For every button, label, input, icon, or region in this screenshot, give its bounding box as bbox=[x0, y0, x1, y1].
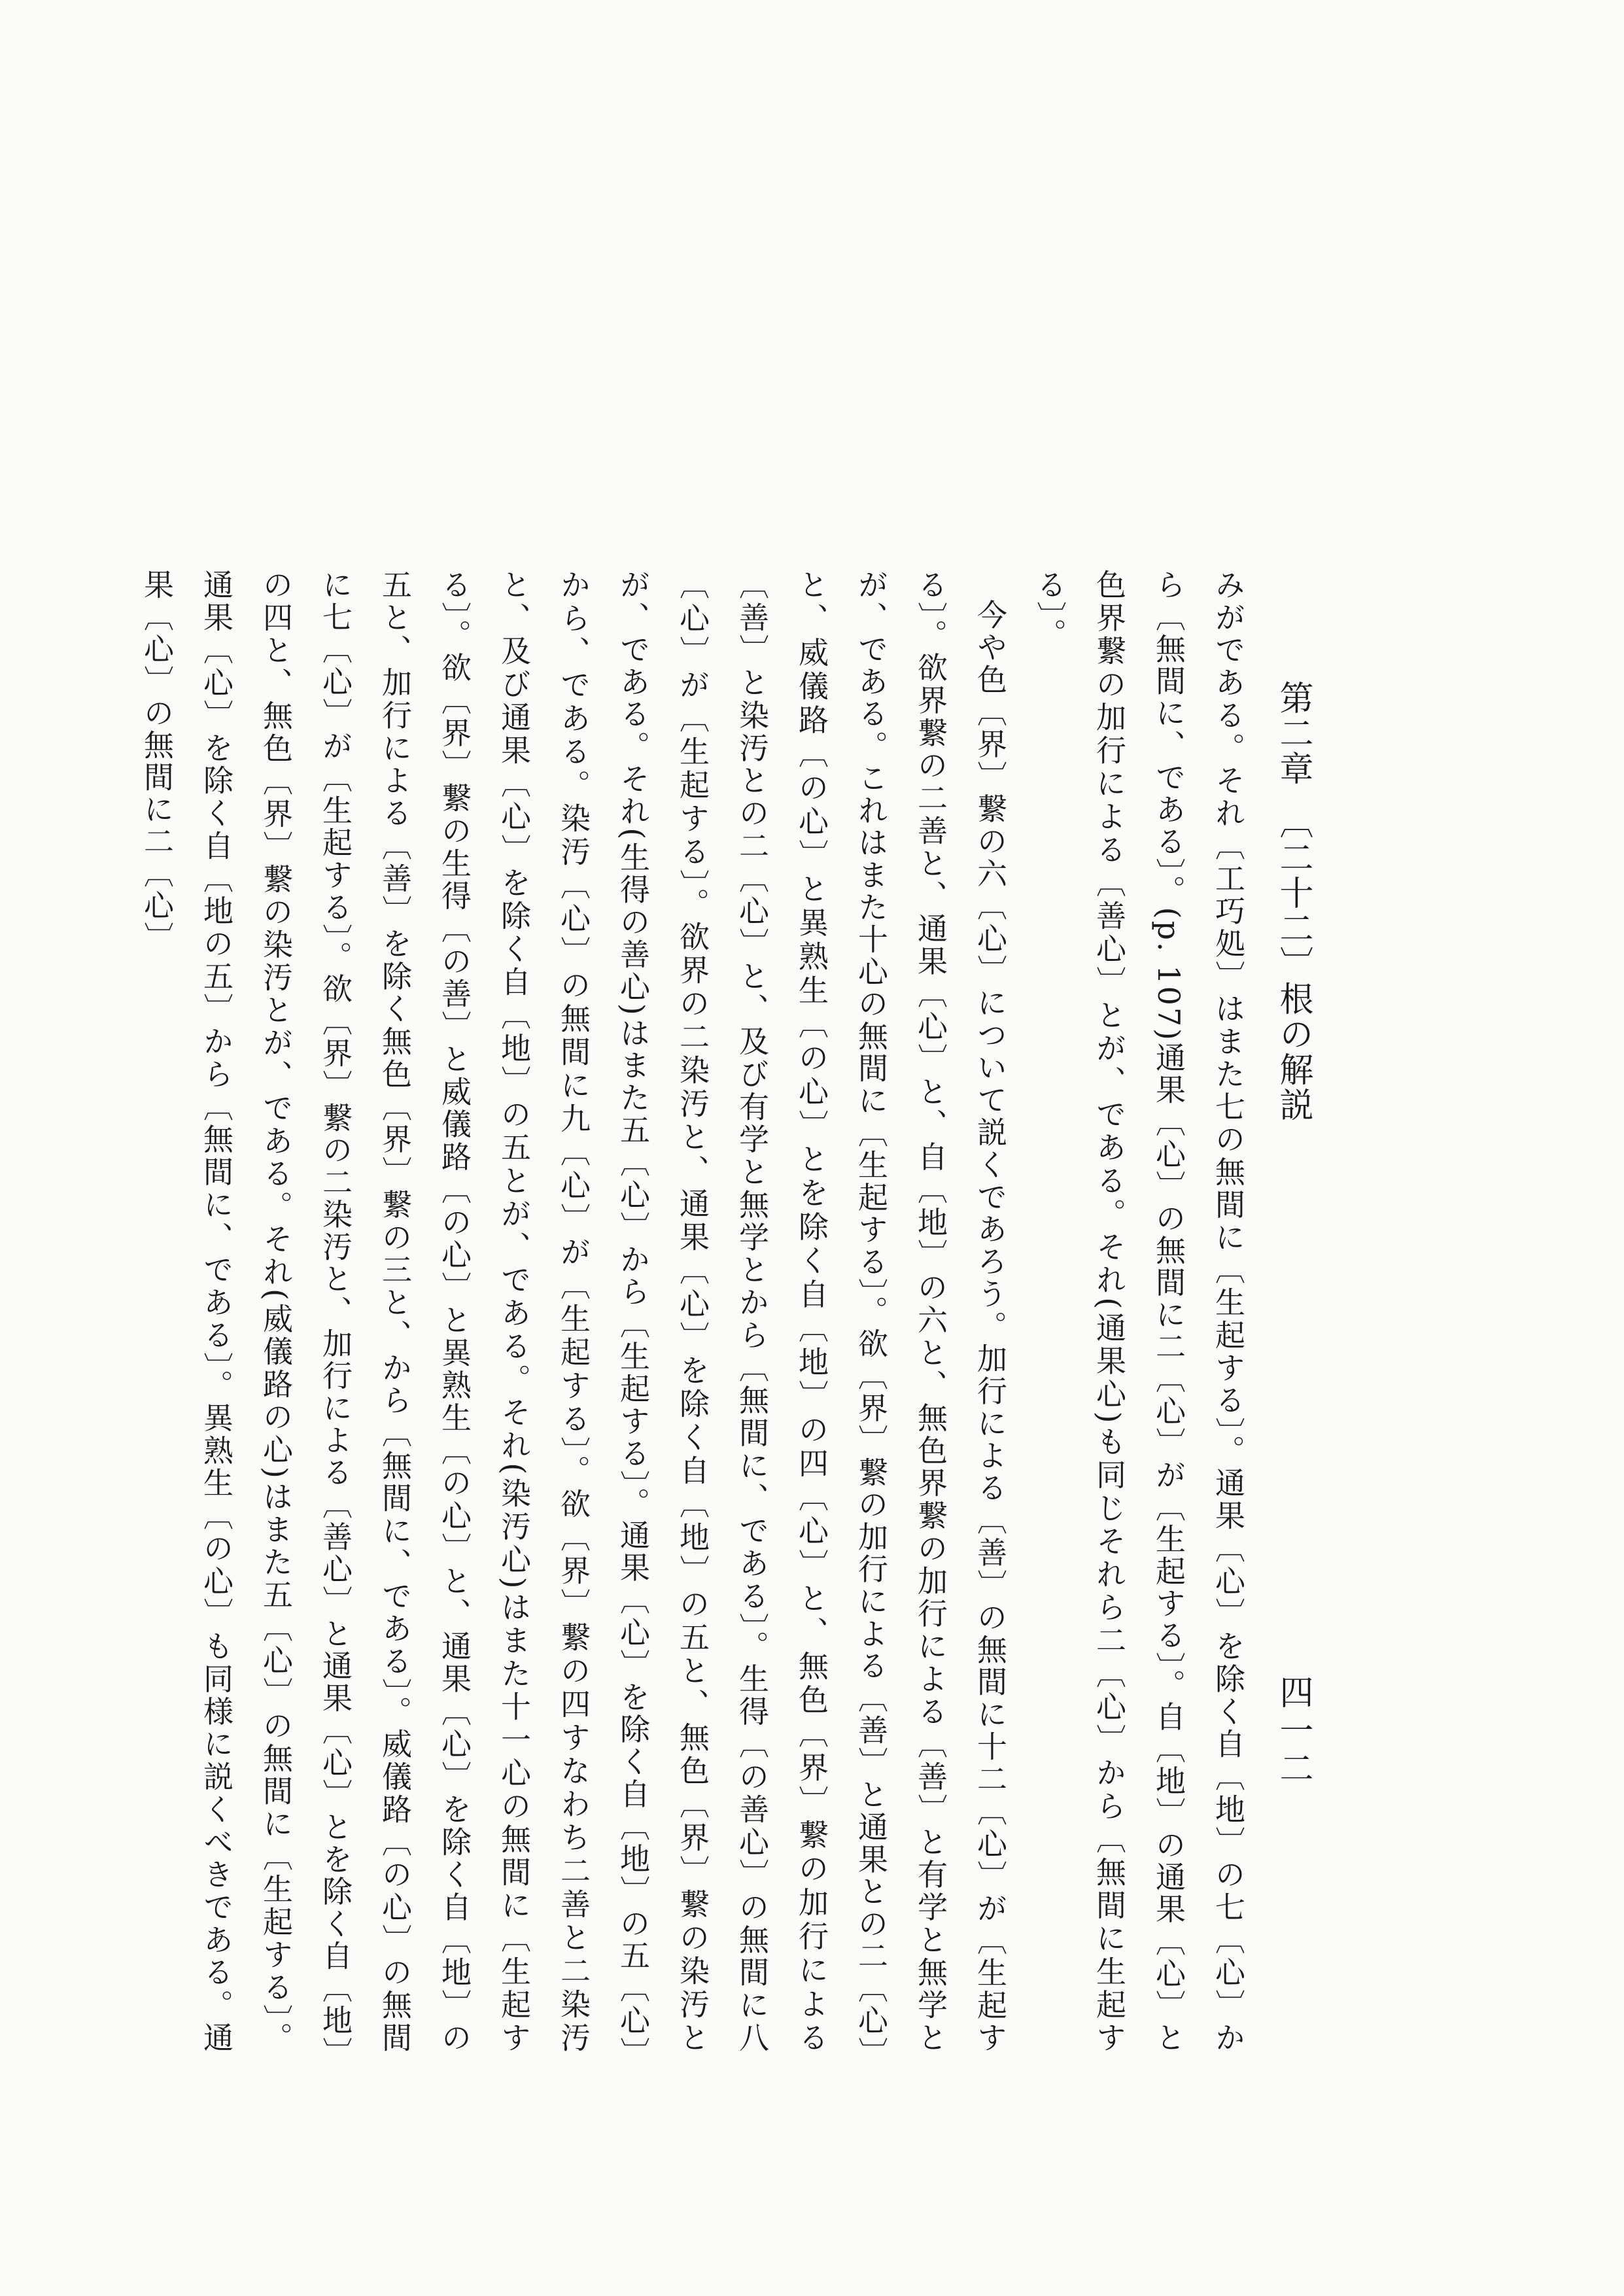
paragraph-2: 今や色〔界〕繋の六〔心〕について説くであろう。加行による〔善〕の無間に十二〔心〕が〔生起する〕。欲界繋の二善と、通果〔心〕と、自〔地〕の六と、無色界繋の加行による〔善〕と有学と無学とが、である。これはまた十心の無間に〔生起する〕。欲〔界〕繋の加行による〔善〕と通果との二〔心〕と、威儀路〔の心〕と異熟生〔の心〕とを除く自〔地〕の四〔心〕と、無色〔界〕繋の加行による〔善〕と染汚との二〔心〕と、及び有学と無学とから〔無間に、である〕。生得〔の善心〕の無間に八〔心〕が〔生起する〕。欲界の二染汚と、通果〔心〕を除く自〔地〕の五と、無色〔界〕繋の染汚とが、である。それ(生得の善心)はまた五〔心〕から〔生起する〕。通果〔心〕を除く自〔地〕の五〔心〕から、である。染汚〔心〕の無間に九〔心〕が〔生起する〕。欲〔界〕繋の四すなわち二善と二染汚と、及び通果〔心〕を除く自〔地〕の五とが、である。それ(染汚心)はまた十一心の無間に〔生起する〕。欲〔界〕繋の生得〔の善〕と威儀路〔の心〕と異熟生〔の心〕と、通果〔心〕を除く自〔地〕の五と、加行による〔善〕を除く無色〔界〕繋の三と、から〔無間に、である〕。威儀路〔の心〕の無間に七〔心〕が〔生起する〕。欲〔界〕繋の二染汚と、加行による〔善心〕と通果〔心〕とを除く自〔地〕の四と、無色〔界〕繋の染汚とが、である。それ(威儀路の心)はまた五〔心〕の無間に〔生起する〕。通果〔心〕を除く自〔地の五〕から〔無間に、である〕。異熟生〔の心〕も同様に説くべきである。通果〔心〕の無間に二〔心〕 bbox=[139, 569, 1008, 2055]
paragraph-1: みがである。それ〔工巧処〕はまた七の無間に〔生起する〕。通果〔心〕を除く自〔地〕の七〔心〕から〔無間に、である〕。(p. 107)通果〔心〕の無間に二〔心〕が〔生起する〕。自〔地〕の通果〔心〕と色界繋の加行による〔善心〕とが、である。それ(通果心)も同じそれら二〔心〕から〔無間に生起する〕。 bbox=[1032, 569, 1246, 2054]
chapter-header: 第二章 〔二十二〕根の解説 bbox=[1273, 680, 1313, 1122]
body-text bbox=[139, 569, 1258, 2055]
page-number: 四一二 bbox=[1273, 1675, 1313, 1788]
